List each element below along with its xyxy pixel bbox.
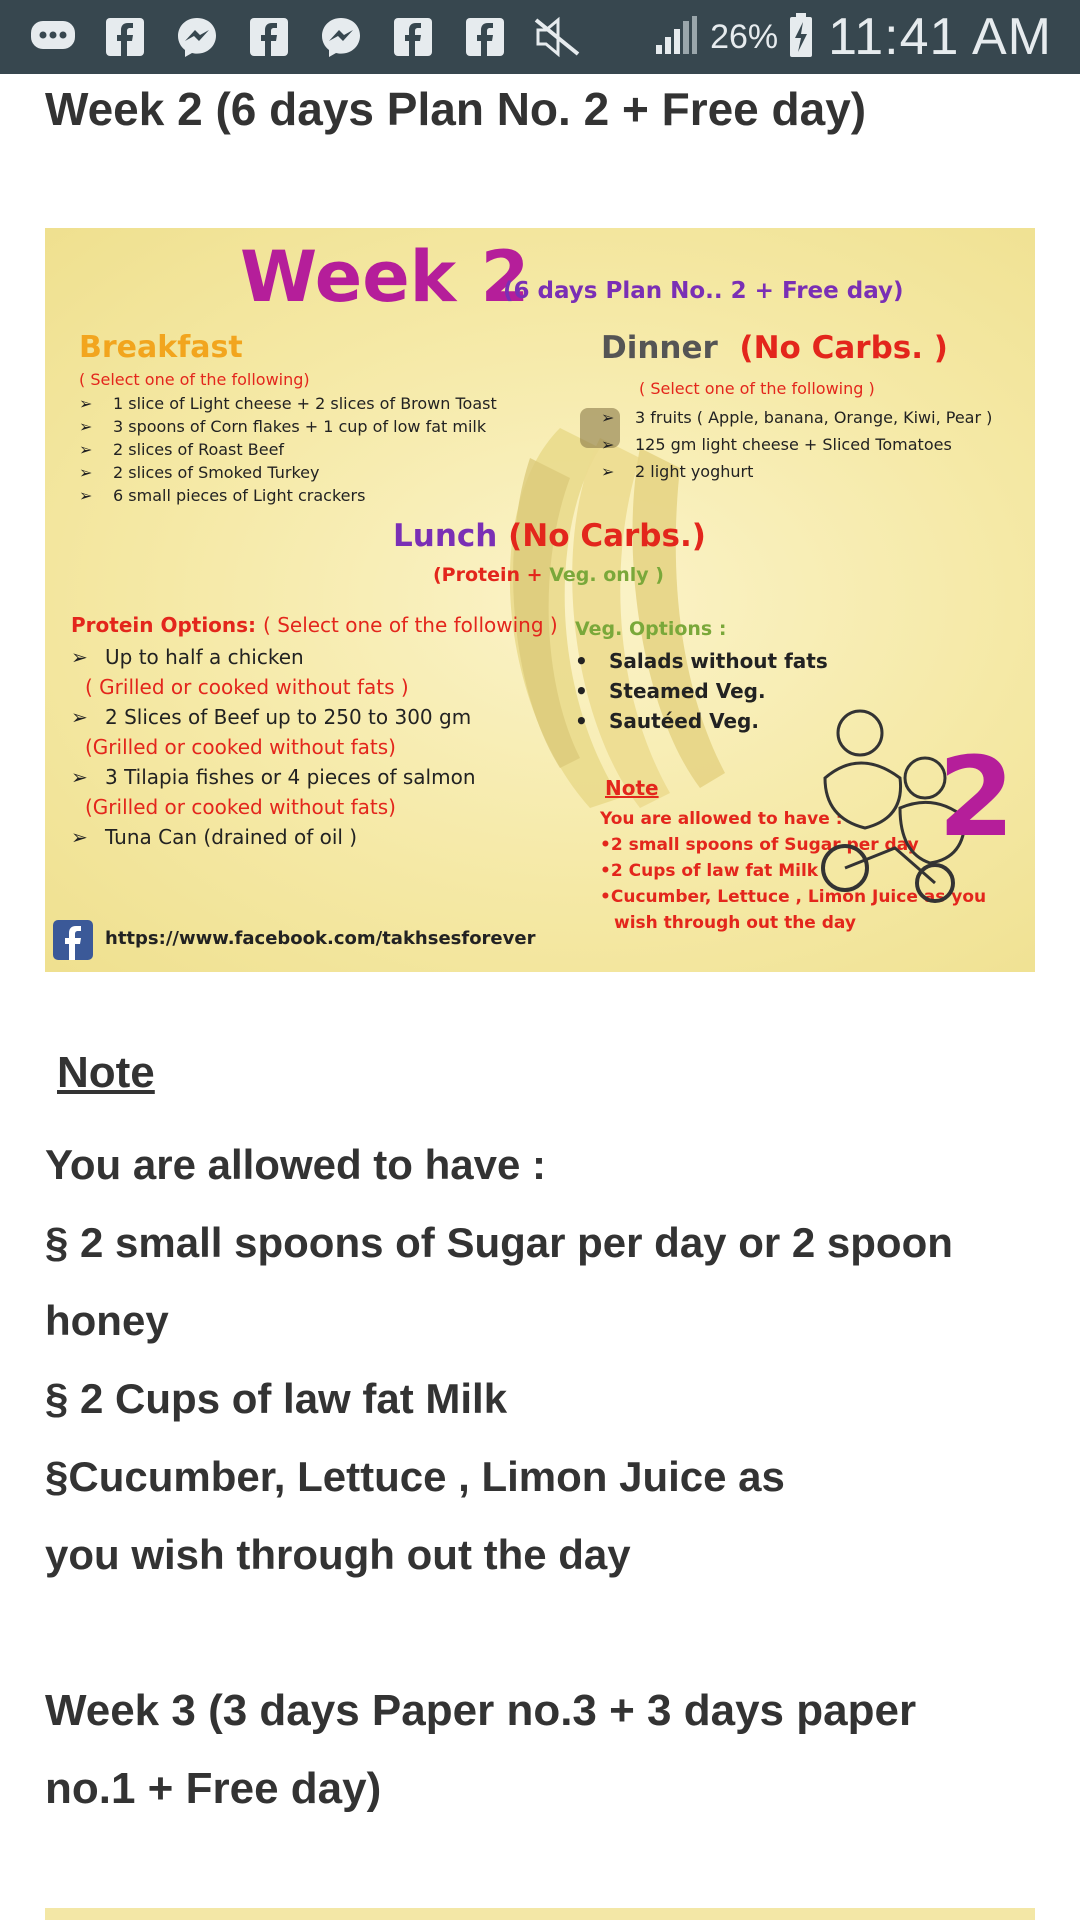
messenger-icon [174,14,220,60]
note-heading: Note [57,1048,155,1097]
list-item-note: (Grilled or cooked without fats) [85,735,396,759]
list-item: ➢ 2 slices of Smoked Turkey [79,463,320,482]
list-item: ➢ 1 slice of Light cheese + 2 slices of Brown Toast [79,394,497,413]
mute-icon [534,14,580,60]
protein-list [71,642,476,852]
note-line: you wish through out the day [45,1531,631,1578]
note-line: § 2 Cups of law fat Milk [45,1375,508,1422]
lunch-title: Lunch (No Carbs.) [393,518,706,554]
note-line: You are allowed to have : [600,809,843,829]
protein-options-title: Protein Options: ( Select one of the following ) [71,613,558,637]
facebook-icon [102,14,148,60]
list-item: • Salads without fats [575,649,828,673]
note-line: You are allowed to have : [45,1141,547,1188]
week3-heading-line2: no.1 + Free day) [45,1764,382,1813]
infographic-subtitle: (6 days Plan No.. 2 + Free day) [503,278,904,304]
breakfast-select: ( Select one of the following) [79,370,310,389]
week3-heading-line1: Week 3 (3 days Paper no.3 + 3 days paper [45,1686,917,1735]
list-item: • Sautéed Veg. [575,709,759,733]
facebook-icon [462,14,508,60]
list-item: ➢ 125 gm light cheese + Sliced Tomatoes [601,435,952,454]
notification-icons [0,14,606,60]
facebook-icon [246,14,292,60]
veg-list [575,646,828,736]
week2-infographic[interactable] [45,228,1035,972]
message-icon [30,14,76,60]
week3-infographic-preview[interactable] [45,1908,1035,1920]
infographic-title: Week 2 [240,236,530,318]
facebook-icon [53,920,93,960]
veg-options-title: Veg. Options : [575,618,727,640]
dinner-select: ( Select one of the following ) [639,379,875,398]
list-item-note: (Grilled or cooked without fats) [85,795,396,819]
infographic-note-title: Note [605,776,659,800]
lunch-subtitle: (Protein + Veg. only ) [433,564,664,586]
list-item: ➢ 2 slices of Roast Beef [79,440,285,459]
facebook-url: https://www.facebook.com/takhsesforever [105,928,536,949]
facebook-icon [390,14,436,60]
status-bar [0,0,1080,74]
list-item: ➢ 2 light yoghurt [601,462,754,481]
list-item: ➢ 3 fruits ( Apple, banana, Orange, Kiwi, Pear ) [601,408,993,427]
week2-heading: Week 2 (6 days Plan No. 2 + Free day) [45,83,867,135]
note-line: honey [45,1297,169,1344]
note-line: wish through out the day [614,913,856,933]
messenger-icon [318,14,364,60]
list-item: ➢ 2 Slices of Beef up to 250 to 300 gm [71,705,472,729]
list-item: • Steamed Veg. [575,679,766,703]
list-item: ➢ 6 small pieces of Light crackers [79,486,366,505]
status-right [654,7,1080,67]
list-item: ➢ Up to half a chicken [71,645,304,669]
note-line: •Cucumber, Lettuce , Limon Juice as you [600,887,987,907]
breakfast-title: Breakfast [79,330,243,365]
note-line: § 2 small spoons of Sugar per day or 2 spoon [45,1219,953,1266]
battery-charging-icon [788,12,814,63]
big-number: 2 [938,733,1015,861]
note-line: •2 Cups of law fat Milk [600,861,819,881]
clock: 11:41 AM [828,8,1052,66]
dinner-title: Dinner (No Carbs. ) [601,330,948,366]
list-item-note: ( Grilled or cooked without fats ) [85,675,409,699]
note-line: §Cucumber, Lettuce , Limon Juice as [45,1453,785,1500]
list-item: ➢ Tuna Can (drained of oil ) [71,825,358,849]
list-item: ➢ 3 Tilapia fishes or 4 pieces of salmon [71,765,476,789]
note-line: •2 small spoons of Sugar per day [600,835,919,855]
signal-icon [654,15,698,60]
breakfast-list [79,392,497,507]
battery-percent: 26% [710,17,779,56]
dinner-list [601,404,992,485]
list-item: ➢ 3 spoons of Corn flakes + 1 cup of low fat milk [79,417,487,436]
